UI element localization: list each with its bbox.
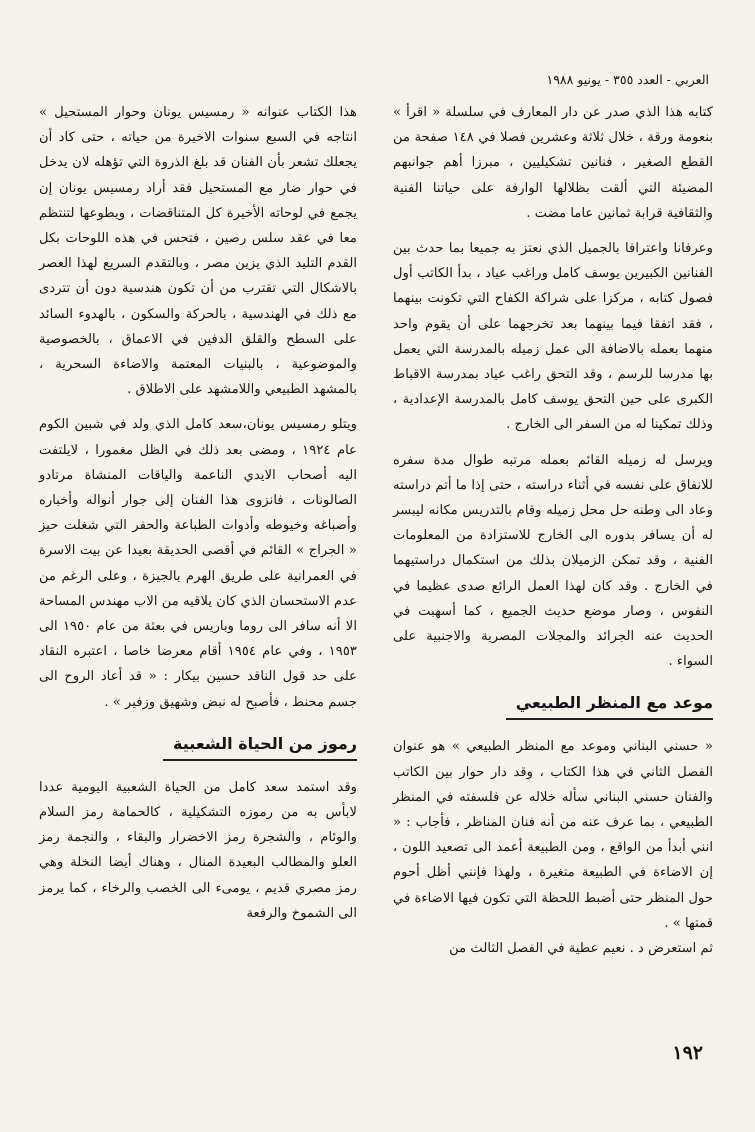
page-number: ١٩٢ [672, 1042, 703, 1064]
section-heading-wrapper [39, 725, 357, 775]
paragraph: ثم استعرض د . نعيم عطية في الفصل الثالث من [449, 941, 713, 957]
paragraph: هذا الكتاب عنوانه « رمسيس يونان وحوار المستحيل » انتاجه في السبع سنوات الاخيرة من حياته ، حتى كاد أن يجعلك تشعر بأن الفنان قد بلغ الذروة التي تؤهله لان يدخل في حوار ضار مع المستحيل فقد أراد رمسيس يونان إن يجمع في لوحاته الأخيرة كل المتناقضات ، ويطوعها لتنتظم معا في عقد سلس رصين ، فتحس في هذه اللوحات بكل القدم التليد الذي يزين مصر ، وبالتقدم السريع لهذا العصر بالاشكال التي تقترب من أن تكون هندسية دون أن تتردى مع ذلك في الهندسية ، بالحركة والسكون ، بالهدوء السائد على السطح والقلق الدفين في الاعماق ، بالخصوصية والموضوعية ، بالبنيات المعتمة والاضاءة السحرية ، بالمشهد الطبيعي واللامشهد على الاطلاق . [39, 105, 357, 398]
running-header: العربي - العدد ٣٥٥ - يونيو ١٩٨٨ [546, 72, 709, 87]
paragraph: ويتلو رمسيس يونان،سعد كامل الذي ولد في شبين الكوم عام ١٩٢٤ ، ومضى بعد ذلك في الظل مغمورا ، لايلتفت اليه أصحاب الايدي الناعمة والياقات المنشاة مرتادو الصالونات ، فانزوى هذا الفنان إلى جوار أنواله وأخباره وأصباغه وخيوطه وأدوات الطباعة والحفر التي شغلت حيز « الجراج » القائم في أقصى الحديقة بعيدا عن بيت الاسرة في العمرانية على طريق الهرم بالجيزة ، وعلى الرغم من عدم الاستحسان الذي كان يلاقيه من الاب مهندس المساحة الا أنه سافر الى روما وباريس في بعثة من عام ١٩٥٠ الى ١٩٥٣ ، وفي عام ١٩٥٤ أقام معرضا خاصا ، اعتبره النقاد على حد قول الناقد حسين بيكار : « قد أعاد الروح الى جسم محنط ، فأصبح له نبض وشهيق وزفير » . [39, 417, 358, 710]
paragraph: كتابه هذا الذي صدر عن دار المعارف في سلسلة « اقرأ » بنعومة ورقة ، خلال ثلاثة وعشرين فصلا في ١٤٨ صفحة من القطع الصغير ، فنانين تشكيليين ، مبرزا أهم جوانبهم المضيئة التي ألقت بظلالها الوارفة على حياتنا الفنية والثقافية قرابة ثمانين عاما مضت . [393, 105, 713, 221]
paragraph: وعرفانا واعترافا بالجميل الذي نعتز به جميعا بما حدث بين الفنانين الكبيرين يوسف كامل وراغب عياد ، بدأ الكاتب أول فصول كتابه ، مركزا على شراكة الكفاح التي تكونت بينهما ، فقد اتفقا فيما بينهما بعد تخرجهما على أن يقوم واحد منهما بعمله بالاضافة الى عمل زميله بالمدرسة التي يعمل بها مدرسا للرسم ، وقد التحق راغب عياد بمدرسة الاقباط الكبرى على حين التحق يوسف كامل بالمدرسة الإعدادية ، وذلك تمكينا له من السفر الى الخارج . [393, 241, 713, 433]
paragraph: « حسني البناني وموعد مع المنظر الطبيعي » هو عنوان الفصل الثاني في هذا الكتاب ، وقد دار حوار بين الكاتب والفنان حسني البناني سأله خلاله عن فلسفته في المنظر الطبيعي ، بما عرف عنه من أنه فنان المناظر ، فأجاب : « انني أبدأ من الواقع ، ومن الطبيعة أعمد الى تصعيد اللون ، إن الاضاءة في الطبيعة متغيرة ، ولهذا فإنني أظل أحوم حول المنظر حتى أضبط اللحظة التي تكون فيها الاضاءة في قمتها » . [393, 739, 713, 931]
paragraph: ويرسل له زميله القائم بعمله مرتبه طوال مدة سفره للانفاق على نفسه في أثناء دراسته ، حتى إذا ما أتم دراسته وعاد الى وطنه حل محل زميله وقام بالتدريس مكانه ليبسر له أن يسافر بدوره الى الخارج للاستزادة من المعلومات الفنية ، وقد تمكن الزميلان بذلك من استكمال دراستيهما في الخارج . وقد كان لهذا العمل الرائع صدى عظيما في النفوس ، وصار موضع حديث الجميع ، كما أسهبت في الحديث عنه الجرائد والمجلات المصرية والاجنبية على السواء . [393, 452, 713, 670]
section-heading: رموز من الحياة الشعبية [163, 731, 357, 761]
paragraph: وقد استمد سعد كامل من الحياة الشعبية اليومية عددا لابأس به من رموزه التشكيلية ، كالحمامة رمز السلام والوئام ، والشجرة رمز الاخضرار والبقاء ، والنجمة رمز العلو والمطالب البعيدة المنال ، وهناك أيضا النخلة وهي رمز مصري قديم ، يومىء الى الخصب والرخاء ، كما يرمز الى الشموخ والرفعة [39, 779, 357, 921]
right-column [393, 100, 713, 961]
section-heading: موعد مع المنظر الطبيعي [506, 690, 713, 720]
left-column [39, 100, 357, 926]
section-heading-wrapper [393, 684, 713, 734]
